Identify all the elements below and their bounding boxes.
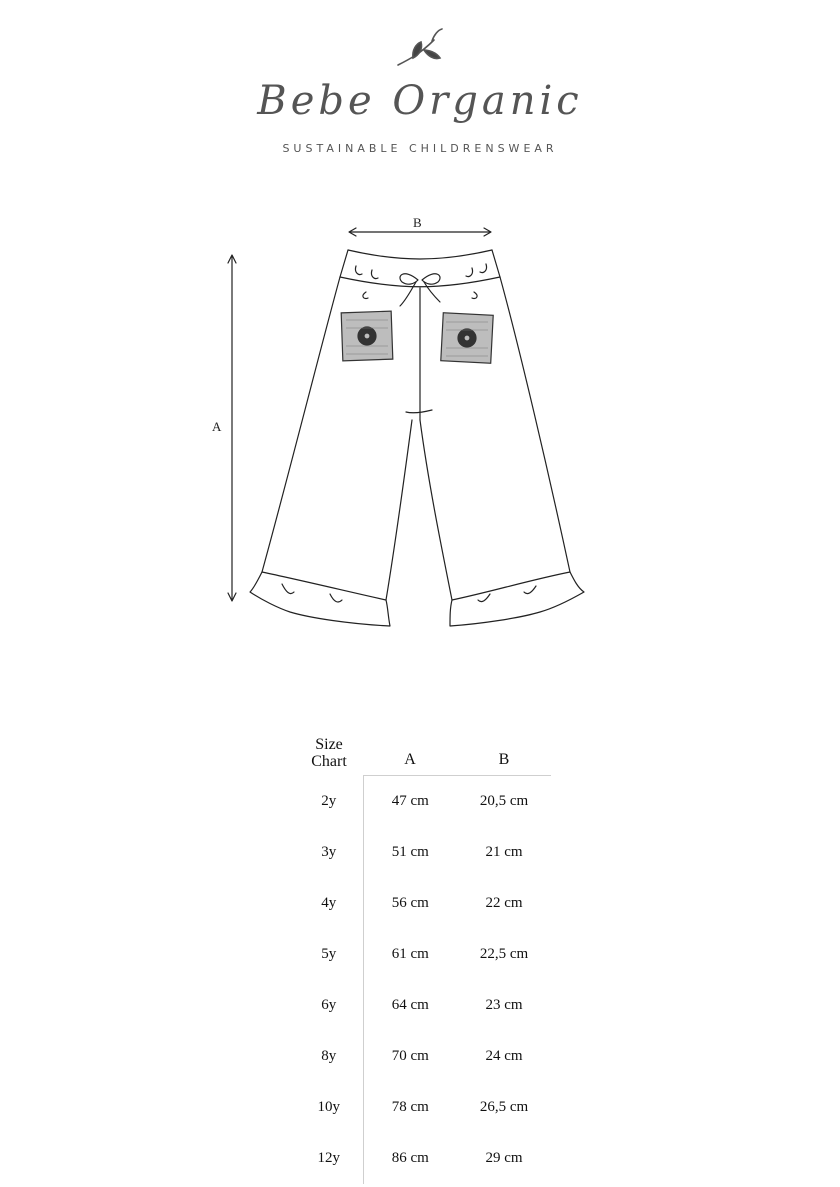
size-chart-header-line1: Size	[315, 735, 343, 753]
measure-a-cell: 61 cm	[363, 929, 457, 980]
table-row	[295, 1082, 551, 1133]
size-cell: 10y	[317, 1099, 340, 1115]
size-cell: 2y	[321, 792, 337, 809]
size-cell: 5y	[321, 946, 337, 962]
measure-a-cell: 64 cm	[363, 980, 457, 1031]
measure-b-cell: 29 cm	[485, 1150, 523, 1166]
table-row	[295, 878, 551, 929]
measure-b-cell: 22 cm	[485, 895, 523, 911]
table-row	[295, 827, 551, 878]
table-row	[295, 980, 551, 1031]
size-chart-header-line2: Chart	[311, 752, 347, 770]
dimension-label-a: A	[212, 419, 222, 434]
size-cell: 8y	[321, 1048, 337, 1064]
measure-a-cell: 86 cm	[363, 1133, 457, 1184]
size-chart-header-b: B	[457, 722, 551, 776]
table-row	[295, 776, 551, 828]
wide-leg-ruffle-pants-icon	[0, 200, 840, 660]
size-chart-header-a: A	[363, 722, 457, 776]
measure-b-cell: 23 cm	[485, 997, 523, 1013]
size-cell: 6y	[321, 997, 337, 1013]
table-row	[295, 929, 551, 980]
measure-b-cell: 22,5 cm	[479, 946, 529, 962]
measure-b-cell: 21 cm	[485, 844, 523, 860]
brand-name: Bebe Organic	[257, 78, 583, 124]
size-cell: 3y	[321, 844, 337, 860]
size-chart-header-size	[295, 722, 363, 776]
measure-a-cell: 56 cm	[363, 878, 457, 929]
table-row	[295, 1031, 551, 1082]
measure-a-cell: 70 cm	[363, 1031, 457, 1082]
measure-a-cell: 78 cm	[363, 1082, 457, 1133]
table-row	[295, 1133, 551, 1184]
size-cell: 12y	[317, 1150, 340, 1166]
brand-tagline: SUSTAINABLE CHILDRENSWEAR	[282, 142, 558, 155]
size-chart-table	[295, 722, 551, 1184]
measure-b-cell: 26,5 cm	[479, 1099, 529, 1115]
measure-b-cell: 24 cm	[485, 1048, 523, 1064]
measure-a-cell: 51 cm	[363, 827, 457, 878]
size-chart-header-row	[295, 722, 551, 776]
dimension-label-b: B	[413, 215, 422, 230]
size-cell: 4y	[321, 895, 337, 911]
measure-a-cell: 47 cm	[363, 776, 457, 828]
measure-b-cell: 20,5 cm	[479, 793, 529, 809]
